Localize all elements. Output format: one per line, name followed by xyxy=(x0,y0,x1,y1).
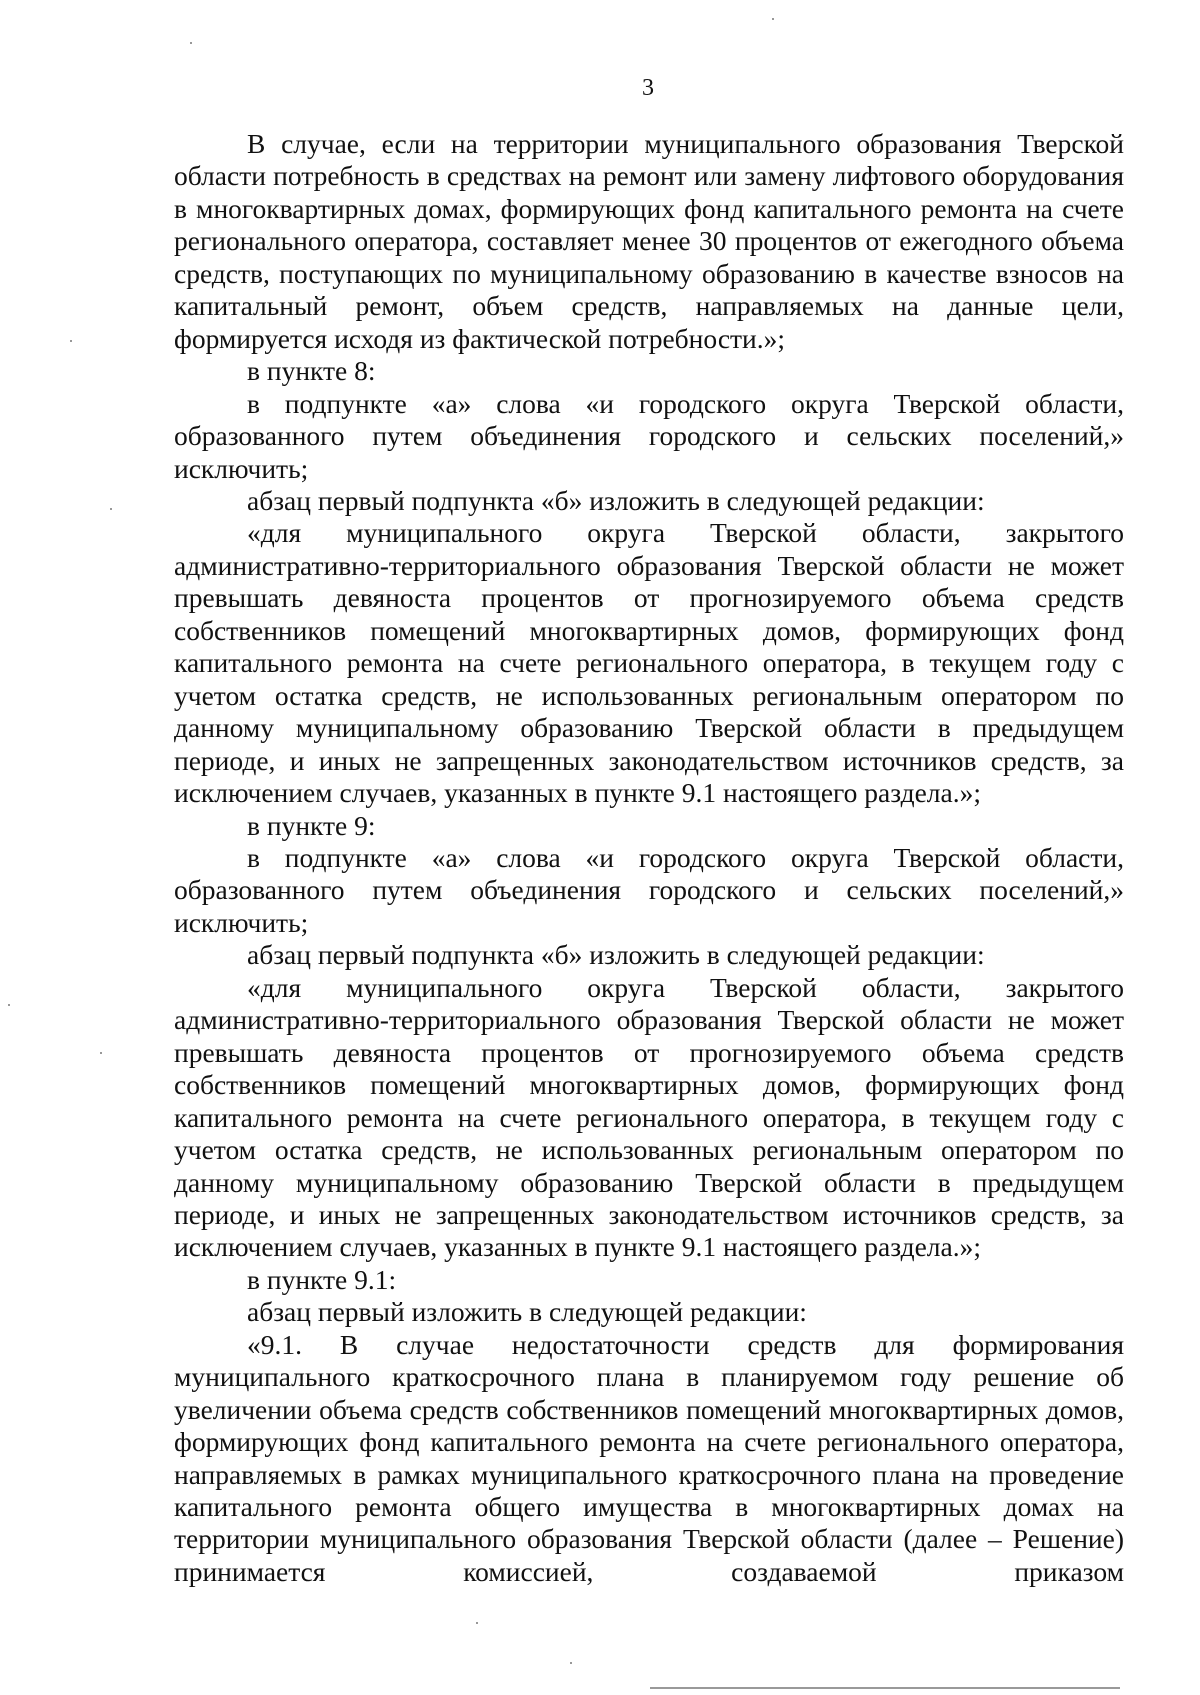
paragraph-point-8-heading: в пункте 8: xyxy=(247,355,376,387)
scan-speck xyxy=(8,1004,10,1006)
paragraph-point-9-subpoint-b-intro: абзац первый подпункта «б» изложить в следующей редакции: xyxy=(247,939,985,971)
scan-speck xyxy=(110,508,112,510)
paragraph-point-9-1-intro: абзац первый изложить в следующей редакции: xyxy=(247,1296,807,1328)
paragraph-point-9-1-heading: в пункте 9.1: xyxy=(247,1263,397,1295)
paragraph-point-9-subpoint-a: в подпункте «а» слова «и городского округа Тверской области, образованного путем объединения городского и сельских поселений,» исключить; xyxy=(174,841,1124,938)
paragraph-point-8-subpoint-a: в подпункте «а» слова «и городского округа Тверской области, образованного путем объединения городского и сельских поселений,» исключить; xyxy=(174,387,1124,484)
scan-edge-line xyxy=(650,1687,1120,1689)
paragraph-point-9-heading: в пункте 9: xyxy=(247,809,376,841)
document-body xyxy=(174,128,1124,1588)
paragraph-point-9-1-text: «9.1. В случае недостаточности средств для формирования муниципального краткосрочного плана в планируемом году решение об увеличении объема средств собственников помещений многоквартирных домов, формирующих фонд капитального ремонта на счете регионального оператора, направляемых в рамках муниципального краткосрочного плана на проведение капитального ремонта общего имущества в многоквартирных домах на территории муниципального образования Тверской области (далее – Решение) принимается комиссией, создаваемой приказом xyxy=(174,1328,1124,1587)
scan-speck xyxy=(100,1052,102,1054)
scan-speck xyxy=(190,42,192,44)
paragraph-lift-equipment: В случае, если на территории муниципального образования Тверской области потребность в средствах на ремонт или замену лифтового оборудования в многоквартирных домах, формирующих фонд капитального ремонта на счете регионального оператора, составляет менее 30 процентов от ежегодного объема средств, поступающих по муниципальному образованию в качестве взносов на капитальный ремонт, объем средств, направляемых на данные цели, формируется исходя из фактической потребности.»; xyxy=(174,128,1124,354)
paragraph-point-8-subpoint-b-intro: абзац первый подпункта «б» изложить в следующей редакции: xyxy=(247,484,985,516)
scan-speck xyxy=(570,1662,572,1664)
paragraph-point-9-subpoint-b-text: «для муниципального округа Тверской области, закрытого административно-территориального образования Тверской области не может превышать девяноста процентов от прогнозируемого объема средств собственников помещений многоквартирных домов, формирующих фонд капитального ремонта на счете регионального оператора, в текущем году с учетом остатка средств, не использованных региональным оператором по данному муниципальному образованию Тверской области в предыдущем периоде, и иных не запрещенных законодательством источников средств, за исключением случаев, указанных в пункте 9.1 настоящего раздела.»; xyxy=(174,971,1124,1263)
scan-speck xyxy=(70,340,72,342)
scan-speck xyxy=(476,1622,478,1624)
scan-speck xyxy=(772,18,774,20)
paragraph-point-8-subpoint-b-text: «для муниципального округа Тверской области, закрытого административно-территориального образования Тверской области не может превышать девяноста процентов от прогнозируемого объема средств собственников помещений многоквартирных домов, формирующих фонд капитального ремонта на счете регионального оператора, в текущем году с учетом остатка средств, не использованных региональным оператором по данному муниципальному образованию Тверской области в предыдущем периоде, и иных не запрещенных законодательством источников средств, за исключением случаев, указанных в пункте 9.1 настоящего раздела.»; xyxy=(174,517,1124,809)
page-number: 3 xyxy=(642,75,654,101)
